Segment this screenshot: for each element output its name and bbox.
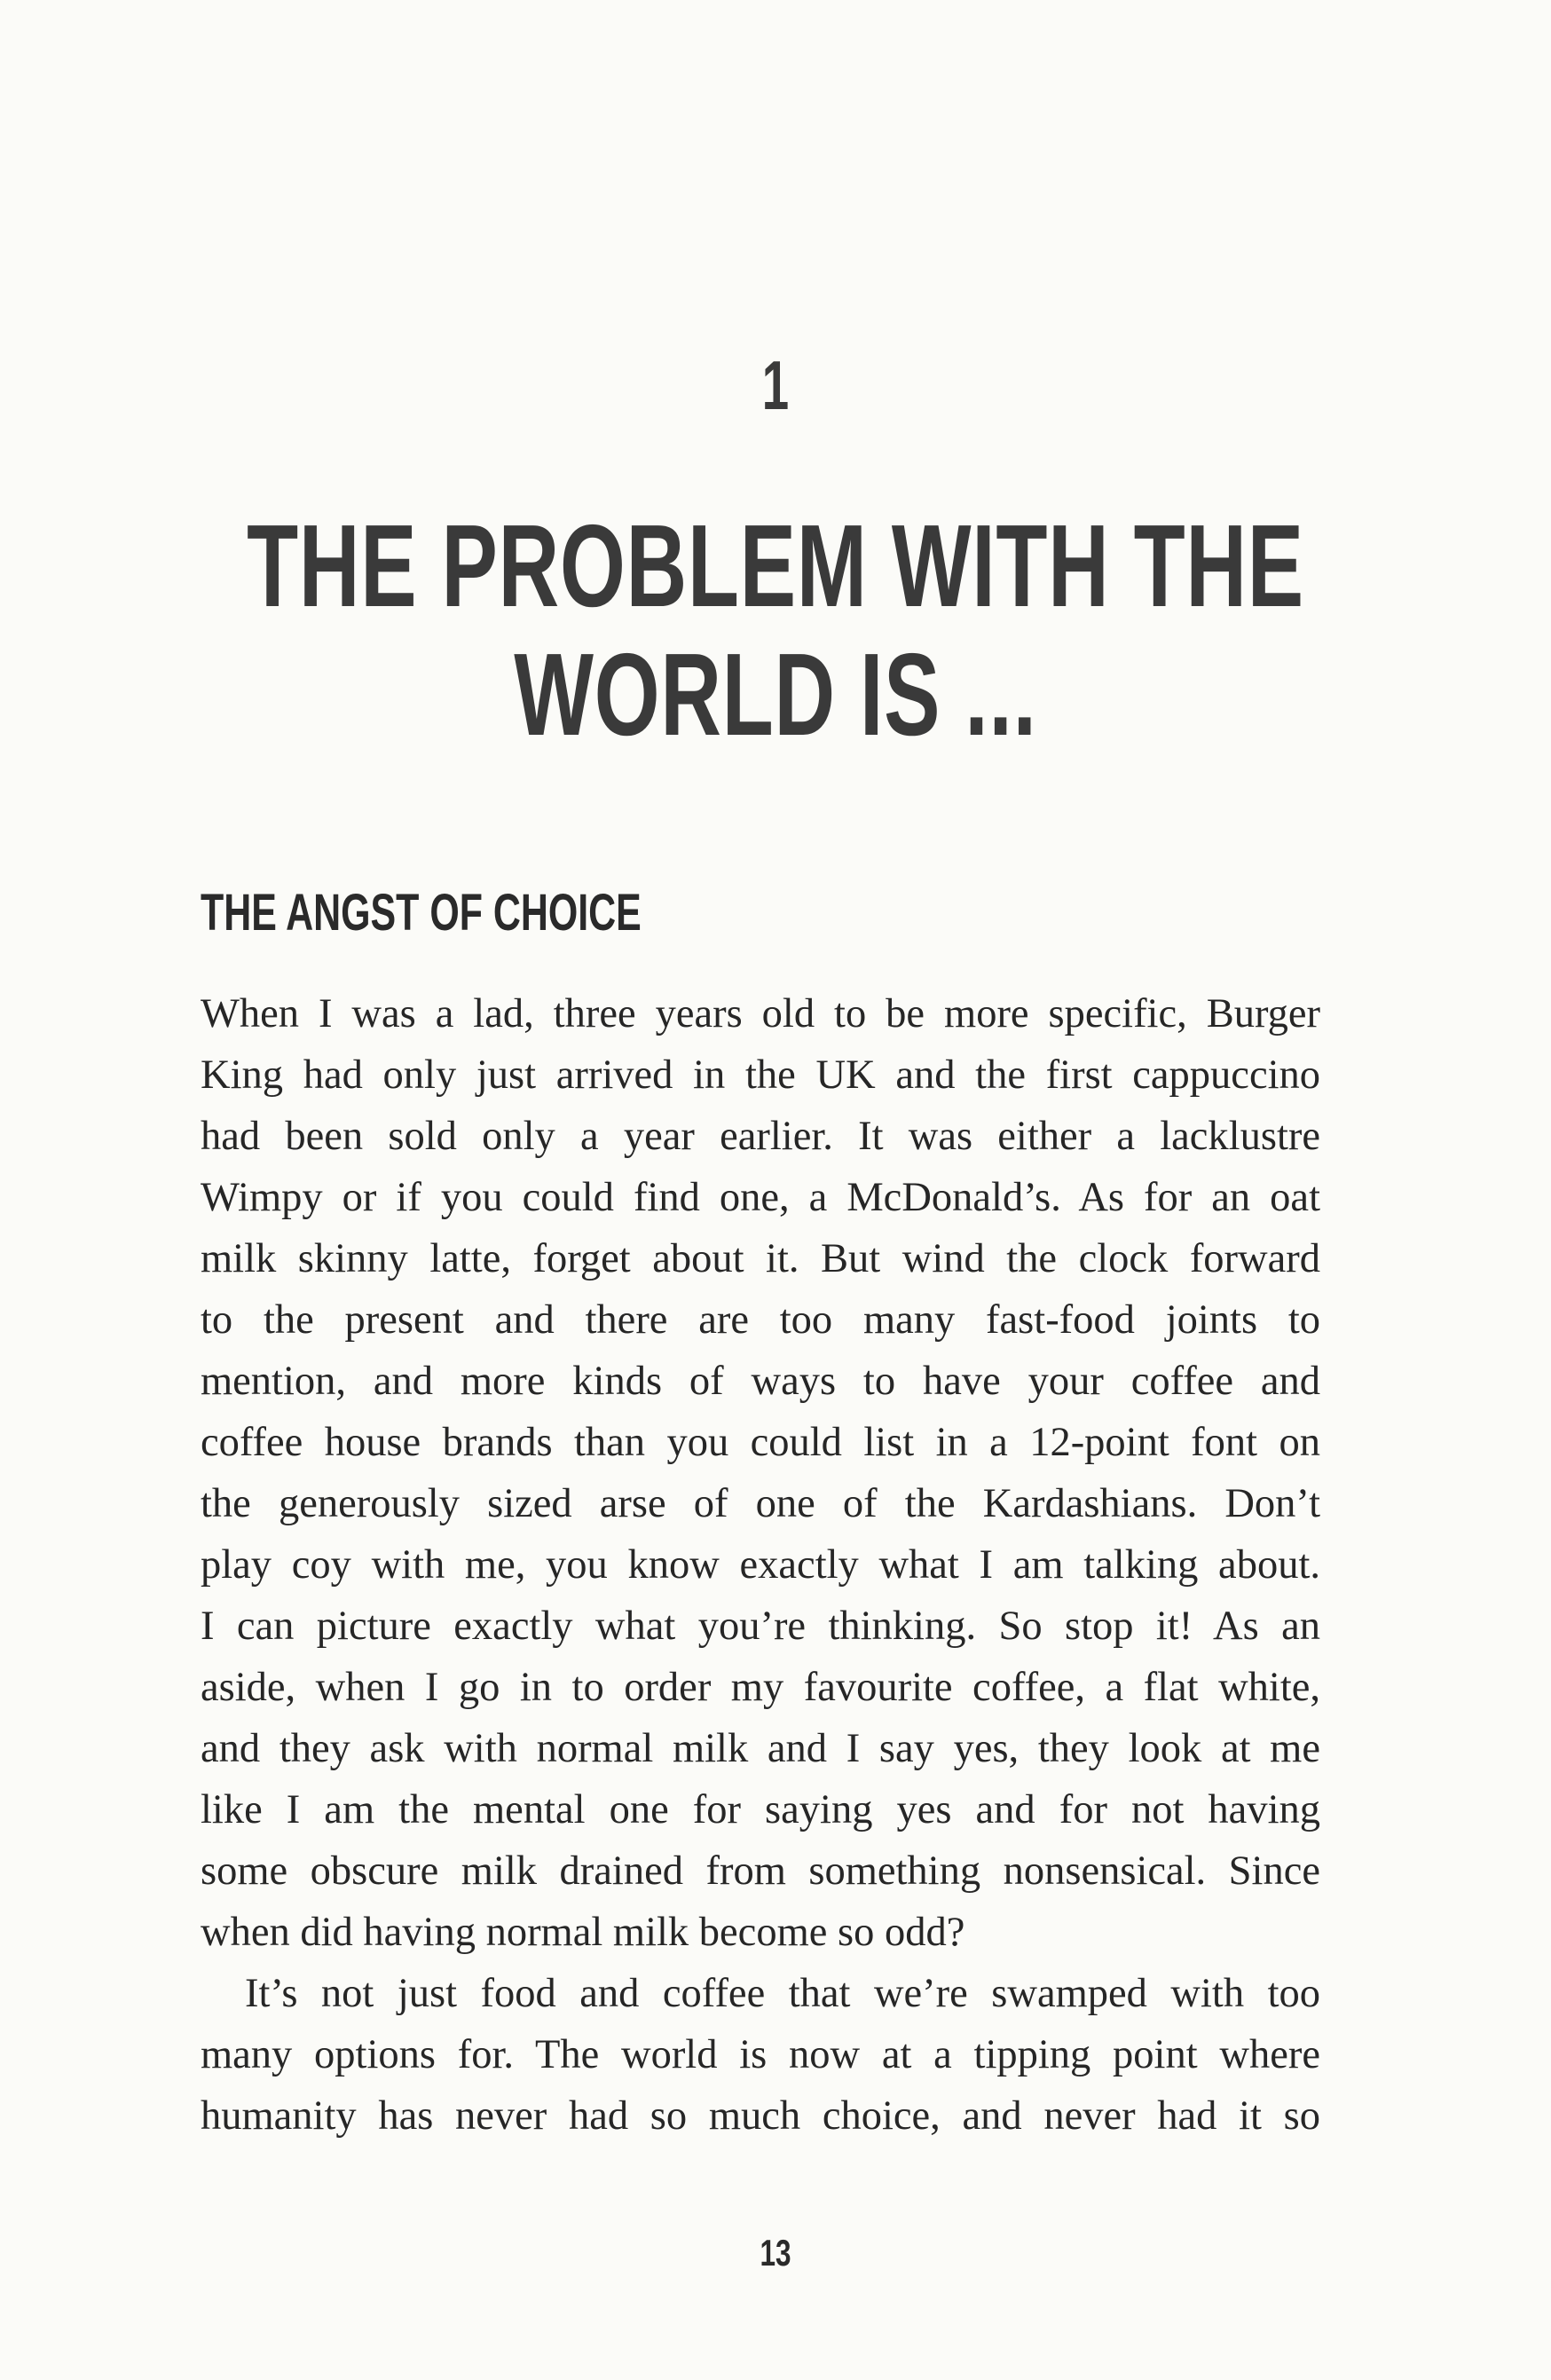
text-line: mention, and more kinds of ways to have your coffee and: [201, 1359, 1320, 1404]
text-line: to the present and there are too many fast-food joints to: [201, 1297, 1320, 1343]
page-number: 13: [760, 2232, 791, 2274]
text-line: had been sold only a year earlier. It was either a lacklustre: [201, 1114, 1320, 1159]
text-line: aside, when I go in to order my favourite coffee, a flat white,: [201, 1665, 1320, 1710]
text-line: Wimpy or if you could find one, a McDonald’s. As for an oat: [201, 1175, 1320, 1220]
text-line: coffee house brands than you could list in a 12-point font on: [201, 1420, 1320, 1465]
chapter-number: 1: [761, 346, 790, 424]
text-line: It’s not just food and coffee that we’re swamped with too: [245, 1971, 1320, 2016]
text-line: some obscure milk drained from something nonsensical. Since: [201, 1848, 1320, 1894]
chapter-title: [0, 501, 1551, 759]
text-line: I can picture exactly what you’re thinking. So stop it! As an: [201, 1604, 1320, 1649]
text-line: When I was a lad, three years old to be more specific, Burger: [201, 991, 1320, 1036]
text-line: play coy with me, you know exactly what I am talking about.: [201, 1542, 1320, 1588]
text-line: like I am the mental one for saying yes and for not having: [201, 1787, 1320, 1832]
text-line: the generously sized arse of one of the Kardashians. Don’t: [201, 1481, 1320, 1526]
body-text: [201, 983, 1320, 2147]
text-line: milk skinny latte, forget about it. But wind the clock forward: [201, 1236, 1320, 1281]
text-line: many options for. The world is now at a tipping point where: [201, 2032, 1320, 2077]
section-heading: THE ANGST OF CHOICE: [201, 884, 642, 942]
text-line: humanity has never had so much choice, and never had it so: [201, 2093, 1320, 2139]
chapter-title-line: WORLD IS ...: [514, 629, 1037, 760]
text-line: when did having normal milk become so odd?: [201, 1910, 965, 1955]
text-line: King had only just arrived in the UK and the first cappuccino: [201, 1052, 1320, 1098]
chapter-title-line: THE PROBLEM WITH THE: [247, 500, 1304, 631]
text-line: and they ask with normal milk and I say yes, they look at me: [201, 1726, 1320, 1771]
